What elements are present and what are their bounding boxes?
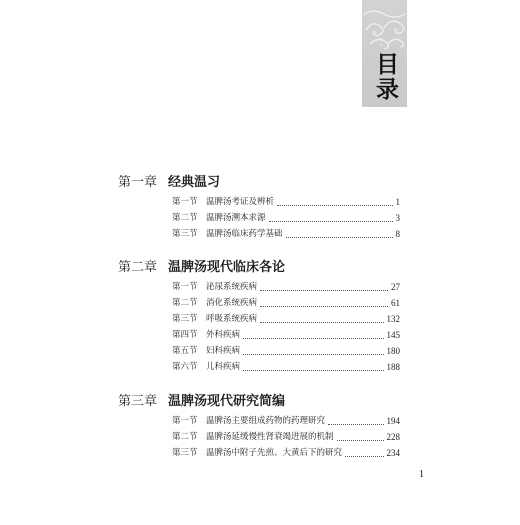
- section-label: 第一节: [172, 282, 198, 292]
- section-entry: [172, 413, 400, 429]
- dot-leader: [260, 306, 388, 307]
- chapter-label: 第二章: [118, 260, 158, 275]
- section-page-number: 1: [395, 197, 400, 207]
- section-label: 第二节: [172, 298, 198, 308]
- dot-leader: [243, 354, 383, 355]
- chapter-heading: [118, 174, 400, 192]
- section-label: 第三节: [172, 448, 198, 458]
- section-title: 温脾汤中附子先煎、大黄后下的研究: [206, 448, 343, 458]
- section-list: [172, 279, 400, 375]
- dot-leader: [269, 221, 393, 222]
- section-title: 温脾汤溯本求源: [206, 213, 266, 223]
- dot-leader: [337, 440, 384, 441]
- section-entry: [172, 279, 400, 295]
- section-list: [172, 413, 400, 461]
- section-page-number: 194: [386, 416, 400, 426]
- section-title: 妇科疾病: [206, 346, 241, 356]
- section-page-number: 27: [391, 282, 400, 292]
- section-entry: [172, 226, 400, 242]
- section-page-number: 188: [386, 362, 400, 372]
- chapter-title: 温脾汤现代临床各论: [168, 260, 286, 275]
- section-page-number: 3: [395, 213, 400, 223]
- chapter-heading: [118, 259, 400, 277]
- section-page-number: 132: [386, 314, 400, 324]
- chapter-label: 第三章: [118, 394, 158, 409]
- section-title: 温脾汤延缓慢性肾衰竭进展的机制: [206, 432, 334, 442]
- dot-leader: [277, 205, 392, 206]
- chapter-1: [118, 174, 400, 242]
- toc-title-banner: [362, 0, 407, 107]
- section-label: 第四节: [172, 330, 198, 340]
- section-label: 第二节: [172, 213, 198, 223]
- section-label: 第一节: [172, 197, 198, 207]
- section-title: 外科疾病: [206, 330, 241, 340]
- section-entry: [172, 343, 400, 359]
- section-entry: [172, 327, 400, 343]
- section-title: 温脾汤主要组成药物的药理研究: [206, 416, 326, 426]
- section-title: 呼吸系统疾病: [206, 314, 258, 324]
- section-title: 温脾汤临床药学基础: [206, 229, 283, 239]
- chapter-title: 温脾汤现代研究简编: [168, 394, 286, 409]
- section-entry: [172, 359, 400, 375]
- chapter-title: 经典温习: [168, 175, 221, 190]
- section-label: 第二节: [172, 432, 198, 442]
- section-page-number: 145: [386, 330, 400, 340]
- dot-leader: [243, 370, 383, 371]
- section-entry: [172, 194, 400, 210]
- section-label: 第五节: [172, 346, 198, 356]
- section-entry: [172, 429, 400, 445]
- chapter-2: [118, 259, 400, 375]
- page-number: 1: [419, 469, 424, 480]
- section-entry: [172, 295, 400, 311]
- section-entry: [172, 210, 400, 226]
- section-page-number: 8: [395, 229, 400, 239]
- section-list: [172, 194, 400, 242]
- toc-title: 目录: [372, 52, 398, 102]
- section-page-number: 61: [391, 298, 400, 308]
- section-label: 第三节: [172, 229, 198, 239]
- section-entry: [172, 445, 400, 461]
- section-entry: [172, 311, 400, 327]
- section-title: 泌尿系统疾病: [206, 282, 258, 292]
- dot-leader: [345, 456, 383, 457]
- section-label: 第六节: [172, 362, 198, 372]
- dot-leader: [328, 424, 383, 425]
- section-page-number: 228: [386, 432, 400, 442]
- section-page-number: 180: [386, 346, 400, 356]
- chapter-label: 第一章: [118, 175, 158, 190]
- section-page-number: 234: [386, 448, 400, 458]
- section-title: 温脾汤考证及辨析: [206, 197, 275, 207]
- section-label: 第一节: [172, 416, 198, 426]
- chapter-3: [118, 393, 400, 461]
- dot-leader: [243, 338, 383, 339]
- chapter-heading: [118, 393, 400, 411]
- decorative-cloud-pattern-icon: [362, 0, 407, 50]
- dot-leader: [260, 322, 383, 323]
- section-title: 儿科疾病: [206, 362, 241, 372]
- dot-leader: [286, 237, 393, 238]
- section-label: 第三节: [172, 314, 198, 324]
- section-title: 消化系统疾病: [206, 298, 258, 308]
- dot-leader: [260, 290, 388, 291]
